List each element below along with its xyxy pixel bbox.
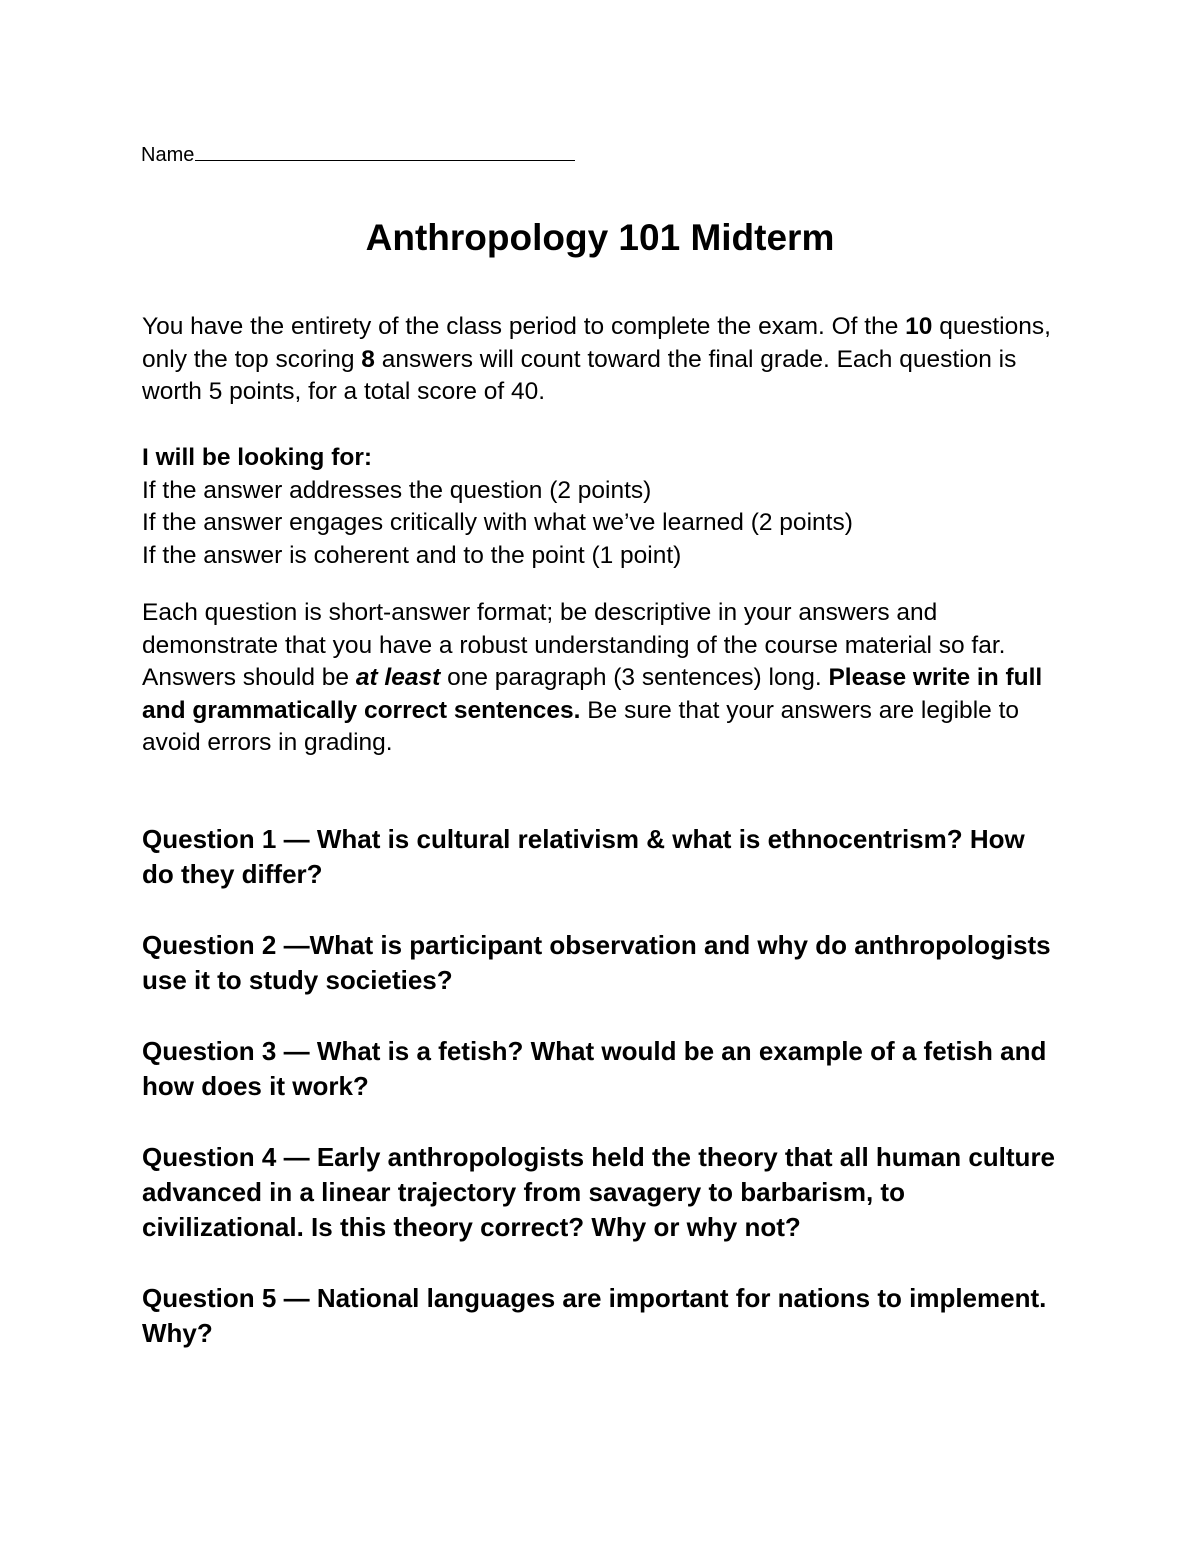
question-separator: — [276, 1142, 317, 1172]
instructions-emphasis: at least [355, 664, 441, 691]
question-5 [142, 1281, 1062, 1351]
intro-text-1: You have the entirety of the class period to complete the exam. Of the [142, 313, 906, 340]
question-label: Question 5 [142, 1283, 277, 1313]
intro-paragraph [142, 311, 1062, 409]
question-text: What is participant observation and why do anthropologists use it to study societies? [142, 930, 1051, 995]
criteria-heading: I will be looking for: [142, 444, 373, 471]
name-blank-line [195, 141, 575, 161]
intro-text-3: answers will count toward the final grade. Each question is worth 5 points, for a total score of 40. [142, 345, 1017, 405]
instructions-text-2: one paragraph (3 sentences) long. [440, 664, 829, 691]
criteria-item: If the answer addresses the question (2 points) [142, 476, 652, 504]
question-3 [142, 1034, 1062, 1104]
instructions-bold-note: Please write in full and grammatically correct sentences. [142, 664, 1043, 724]
question-separator: — [276, 930, 310, 960]
intro-counted-answers: 8 [361, 345, 375, 373]
instructions-paragraph [142, 597, 1062, 760]
question-text: National languages are important for nations to implement. Why? [142, 1283, 1047, 1348]
question-separator: — [276, 824, 317, 854]
question-4 [142, 1140, 1062, 1245]
criteria-item: If the answer engages critically with what we’ve learned (2 points) [142, 509, 853, 536]
name-label: Name [141, 144, 195, 166]
question-list [142, 822, 1062, 1387]
question-label: Question 4 [142, 1142, 277, 1172]
question-label: Question 2 [142, 930, 277, 960]
name-field [141, 141, 575, 168]
question-2 [142, 928, 1062, 998]
intro-total-questions: 10 [905, 313, 933, 340]
instructions-text-1: Each question is short-answer format; be descriptive in your answers and demonstrate that you have a robust understanding of the course material so far. Answers should be [142, 599, 1006, 691]
question-text: What is a fetish? What would be an example of a fetish and how does it work? [142, 1036, 1047, 1101]
question-label: Question 1 [142, 824, 277, 854]
instructions-text-3: Be sure that your answers are legible to avoid errors in grading. [142, 696, 1019, 756]
criteria-item: If the answer is coherent and to the point (1 point) [142, 541, 682, 569]
question-1 [142, 822, 1062, 892]
question-separator: — [276, 1036, 317, 1066]
page-title: Anthropology 101 Midterm [365, 217, 835, 258]
question-label: Question 3 [142, 1036, 277, 1066]
question-text: What is cultural relativism & what is ethnocentrism? How do they differ? [142, 824, 1025, 889]
intro-text-2: questions, only the top scoring [142, 313, 1051, 373]
question-separator: — [276, 1283, 317, 1313]
grading-criteria [142, 442, 1062, 572]
question-text: Early anthropologists held the theory that all human culture advanced in a linear trajectory from savagery to barbarism, to civilizational. Is this theory correct? Why or why not? [142, 1142, 1056, 1242]
